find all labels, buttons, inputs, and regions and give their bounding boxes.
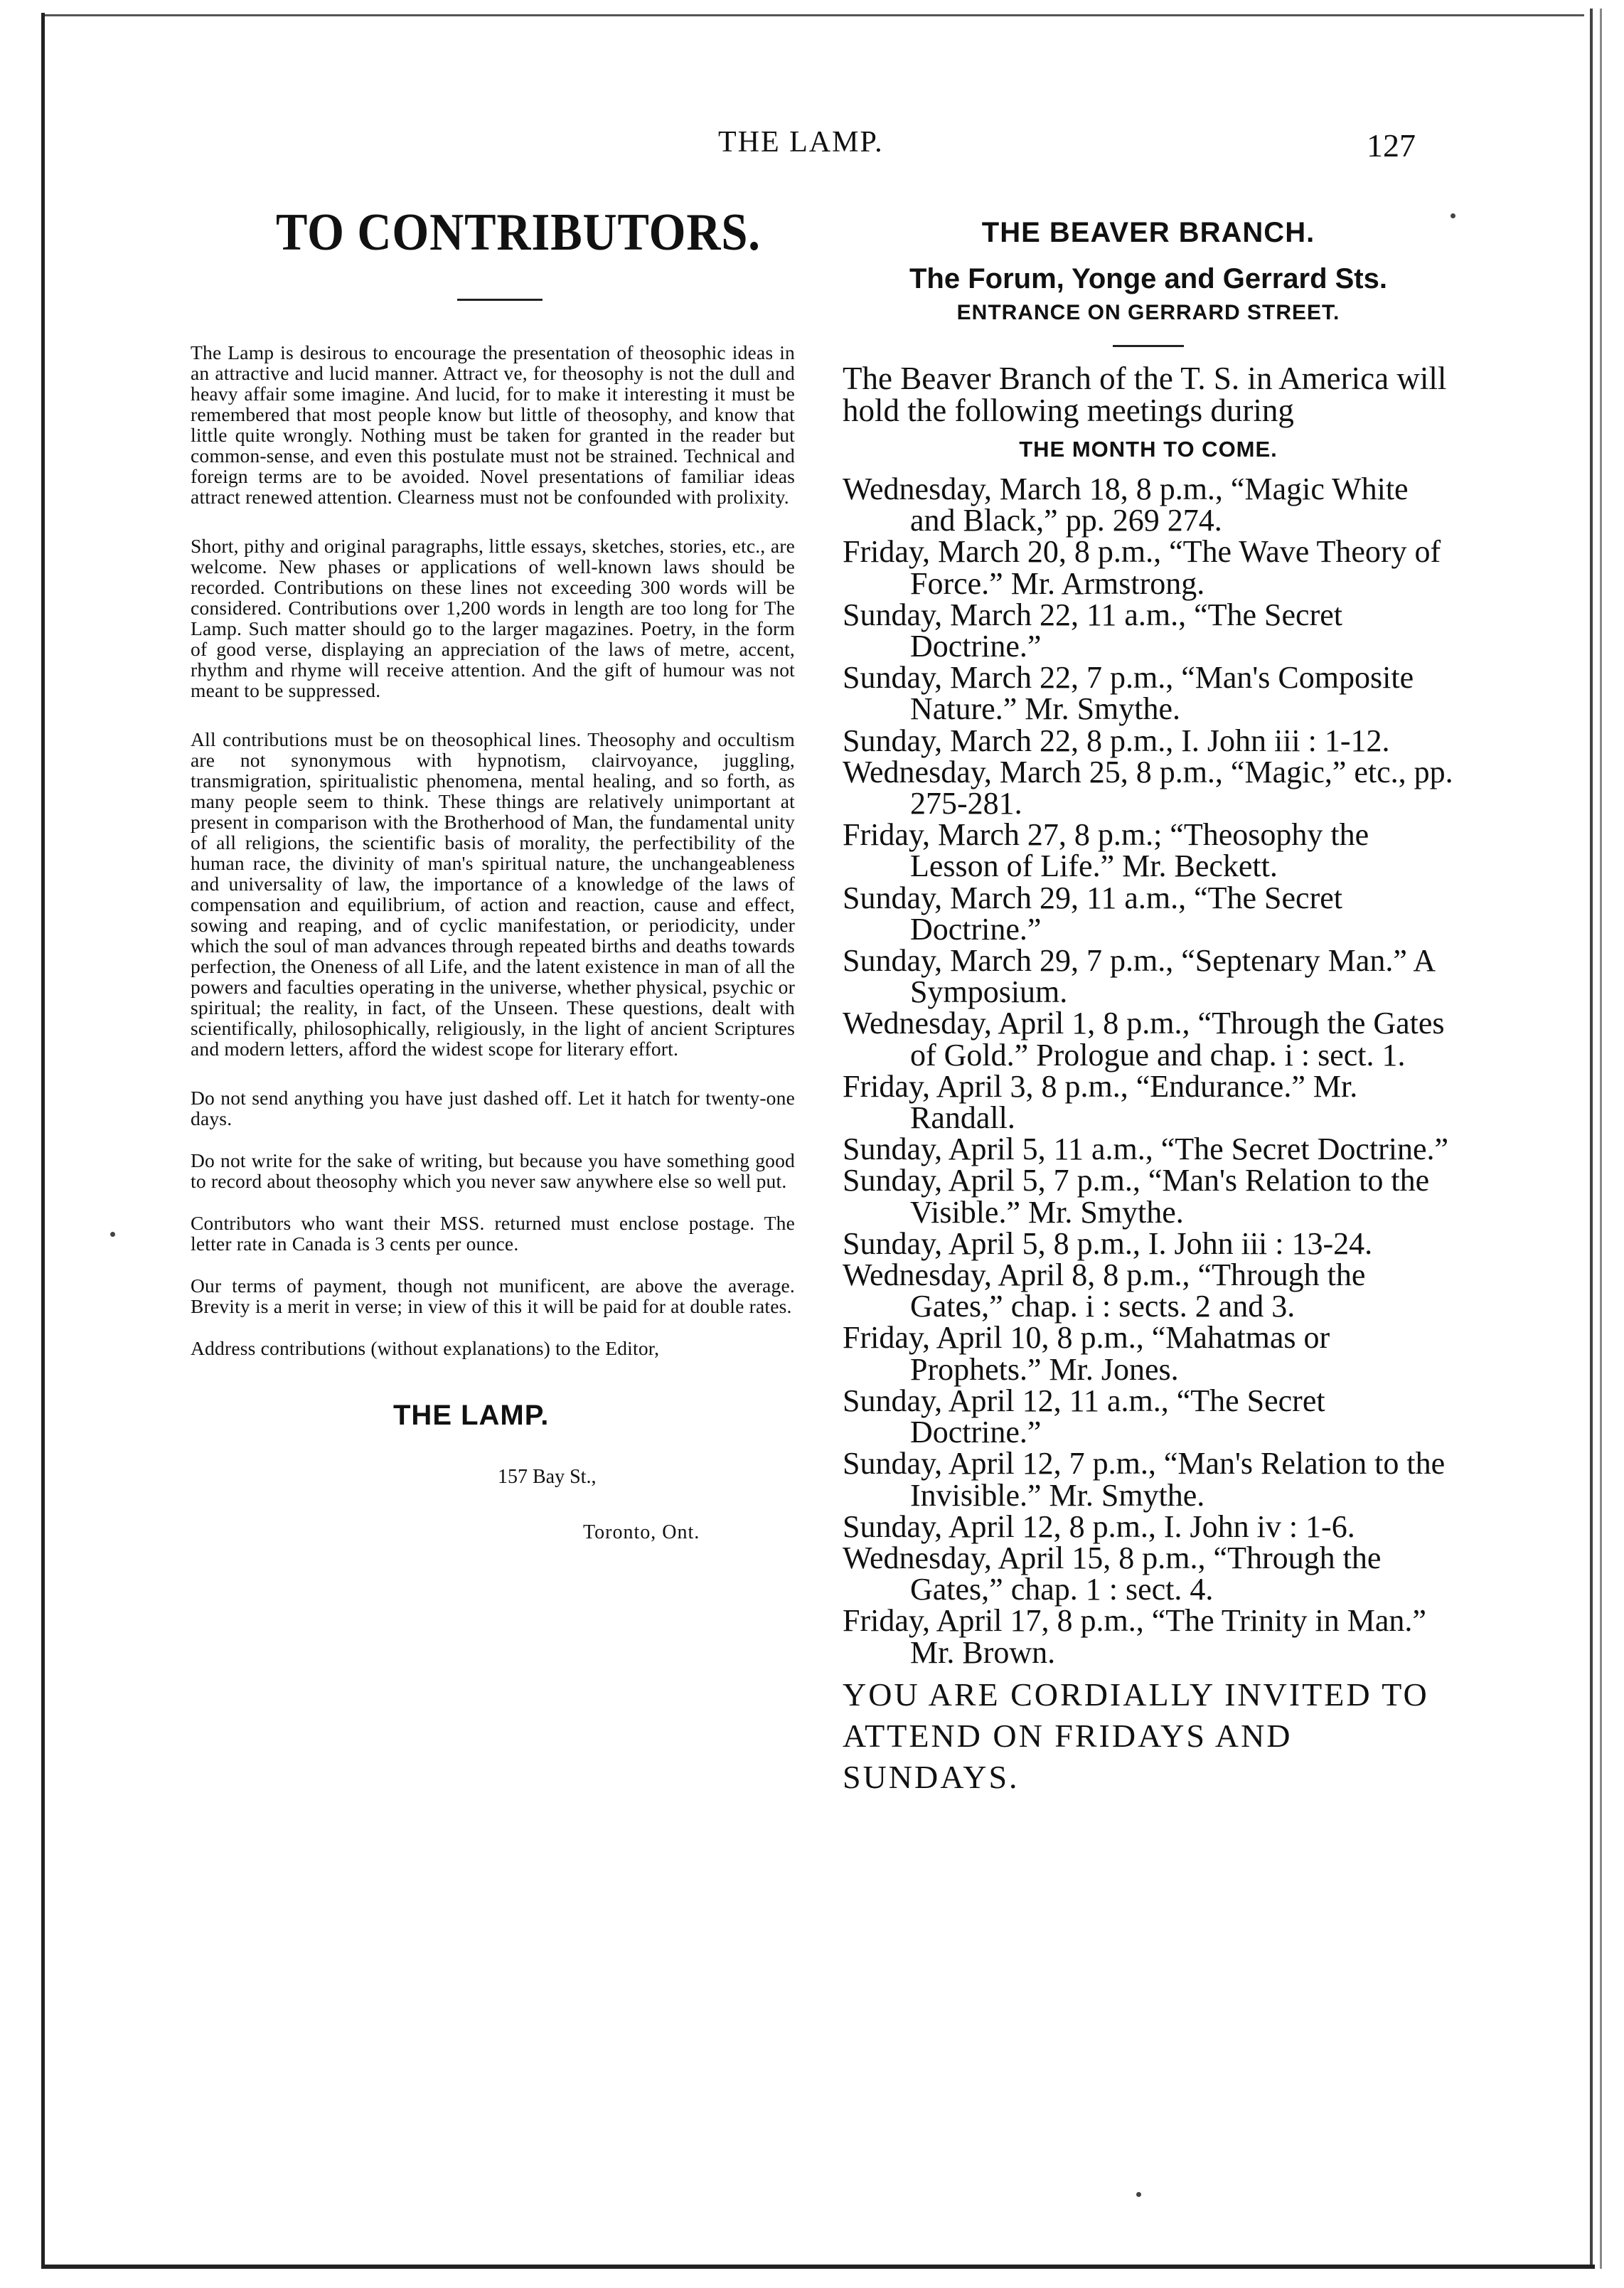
- beaver-intro: The Beaver Branch of the T. S. in America will hold the following meetings during: [843, 361, 1447, 428]
- ink-speck: [1136, 2192, 1141, 2197]
- meeting-item: Sunday, April 12, 7 p.m., “Man's Relation to the Invisible.” Mr. Smythe.: [843, 1446, 1446, 1513]
- meeting-item: Wednesday, March 18, 8 p.m., “Magic White and Black,” pp. 269 274.: [843, 472, 1409, 538]
- contrib-paragraph-3: All contributions must be on theosophical lines. Theosophy and occultism are not synonymous with hypnotism, clairvoyance, juggling, transmigration, spiritualistic phenomena, mental healing, and so forth, as many people seem to think. These things are relatively unimportant at present in comparison with the Brotherhood of Man, the fundamental unity of all religions, the scientific basis of morality, the perfectibility of the human race, the divinity of man's spiritual nature, the unchangeableness and universality of law, the importance of a knowledge of the laws of compensation and equilibrium, of action and reaction, cause and effect, sowing and reaping, and of cyclic manifestation, or periodicity, under which the soul of man advances through repeated births and deaths towards perfection, the Oneness of all Life, and the latent existence in man of all the powers and faculties operating in the universe, whether physical, psychic or spiritual; the reality, in fact, of the Unseen. These questions, dealt with scientifically, philosophically, religiously, in the light of ancient Scriptures and modern letters, afford the widest scope for literary effort.: [191, 728, 795, 1060]
- meeting-item: Wednesday, April 8, 8 p.m., “Through the Gates,” chap. i : sects. 2 and 3.: [843, 1257, 1366, 1324]
- meeting-item: Wednesday, April 1, 8 p.m., “Through the Gates of Gold.” Prologue and chap. i : sect. 1.: [843, 1006, 1445, 1073]
- title-rule: [457, 299, 543, 301]
- meeting-item: Sunday, April 5, 7 p.m., “Man's Relation to the Visible.” Mr. Smythe.: [843, 1163, 1430, 1230]
- signature-name: THE LAMP.: [393, 1400, 550, 1431]
- contrib-paragraph-5: Do not write for the sake of writing, but because you have something good to record about theosophy which you never saw anywhere else so well put.: [191, 1149, 795, 1192]
- meeting-list: [843, 474, 1454, 1669]
- contrib-paragraph-1: The Lamp is desirous to encourage the presentation of theosophic ideas in an attractive and lucid manner. Attract ve, for theosophy is not the dull and heavy affair some imagine. And lucid, for to make it interesting it must be remembered that most people know but little of theosophy, and know that little quite wrongly. Nothing must be taken for granted in the reader but common-sense, and even this postulate must not be strained. Technical and foreign terms are to be avoided. Novel presentations of familiar ideas attract renewed attention. Clearness must not be confounded with prolixity.: [191, 341, 795, 508]
- contrib-paragraph-2: Short, pithy and original paragraphs, little essays, sketches, stories, etc., are welcome. New phases or applications of well-known laws should be recorded. Contributions on these lines not exceeding 300 words will be considered. Contributions over 1,200 words in length are too long for The Lamp. Such matter should go to the larger magazines. Poetry, in the form of good verse, displaying an appreciation of the laws of metre, accent, rhythm and rhyme will receive attention. And the gift of humour was not meant to be suppressed.: [191, 535, 795, 701]
- entrance-note: ENTRANCE ON GERRARD STREET.: [956, 301, 1340, 324]
- meeting-item: Sunday, March 22, 7 p.m., “Man's Composite Nature.” Mr. Smythe.: [843, 660, 1414, 727]
- meeting-item: Sunday, March 29, 7 p.m., “Septenary Man.” A Symposium.: [843, 943, 1434, 1010]
- beaver-branch-column: [843, 208, 1454, 1798]
- meeting-item: Friday, March 20, 8 p.m., “The Wave Theory of Force.” Mr. Armstrong.: [843, 534, 1441, 601]
- page-border-right: [1590, 9, 1593, 2269]
- closing-invitation: YOU ARE CORDIALLY INVITED TO ATTEND ON FRIDAYS AND SUNDAYS.: [843, 1676, 1429, 1795]
- page-number: 127: [1367, 127, 1416, 164]
- ink-speck: [1451, 213, 1455, 218]
- page-border-left: [41, 13, 45, 2267]
- meeting-item: Sunday, March 22, 11 a.m., “The Secret Doctrine.”: [843, 597, 1342, 664]
- page-border-right-inner: [1600, 9, 1602, 2269]
- meeting-item: Sunday, March 22, 8 p.m., I. John iii : 1-12.: [843, 723, 1390, 758]
- meeting-item: Sunday, April 12, 8 p.m., I. John iv : 1-6.: [843, 1509, 1355, 1544]
- forum-location: The Forum, Yonge and Gerrard Sts.: [909, 263, 1387, 294]
- beaver-branch-title: THE BEAVER BRANCH.: [981, 217, 1315, 248]
- contributors-title: TO CONTRIBUTORS.: [276, 203, 761, 262]
- beaver-rule: [1113, 345, 1184, 347]
- meeting-item: Wednesday, April 15, 8 p.m., “Through the Gates,” chap. 1 : sect. 4.: [843, 1540, 1382, 1607]
- month-heading: THE MONTH TO COME.: [1019, 437, 1278, 462]
- meeting-item: Friday, March 27, 8 p.m.; “Theosophy the Lesson of Life.” Mr. Beckett.: [843, 817, 1369, 884]
- meeting-item: Friday, April 17, 8 p.m., “The Trinity in Man.” Mr. Brown.: [843, 1603, 1426, 1670]
- page-border-bottom: [41, 2265, 1595, 2269]
- signature-street: 157 Bay St.,: [498, 1466, 597, 1488]
- meeting-item: Sunday, April 5, 11 a.m., “The Secret Doctrine.”: [843, 1132, 1449, 1167]
- page-border-top: [41, 14, 1584, 16]
- meeting-item: Sunday, March 29, 11 a.m., “The Secret Doctrine.”: [843, 880, 1342, 947]
- meeting-item: Friday, April 3, 8 p.m., “Endurance.” Mr. Randall.: [843, 1068, 1358, 1136]
- contrib-paragraph-8: Address contributions (without explanations) to the Editor,: [191, 1337, 660, 1359]
- ink-speck: [110, 1232, 115, 1237]
- meeting-item: Sunday, April 12, 11 a.m., “The Secret Doctrine.”: [843, 1383, 1325, 1450]
- contrib-paragraph-4: Do not send anything you have just dashed off. Let it hatch for twenty-one days.: [191, 1087, 795, 1129]
- contributors-column: [191, 203, 795, 1544]
- signature-city: Toronto, Ont.: [583, 1521, 700, 1543]
- meeting-item: Sunday, April 5, 8 p.m., I. John iii : 13-24.: [843, 1225, 1373, 1261]
- meeting-item: Friday, April 10, 8 p.m., “Mahatmas or Prophets.” Mr. Jones.: [843, 1320, 1330, 1387]
- running-head: THE LAMP.: [718, 126, 884, 159]
- contrib-paragraph-7: Our terms of payment, though not munificent, are above the average. Brevity is a merit in verse; in view of this it will be paid for at double rates.: [191, 1275, 795, 1317]
- meeting-item: Wednesday, March 25, 8 p.m., “Magic,” etc., pp. 275-281.: [843, 754, 1453, 821]
- contrib-paragraph-6: Contributors who want their MSS. returned must enclose postage. The letter rate in Canada is 3 cents per ounce.: [191, 1212, 795, 1255]
